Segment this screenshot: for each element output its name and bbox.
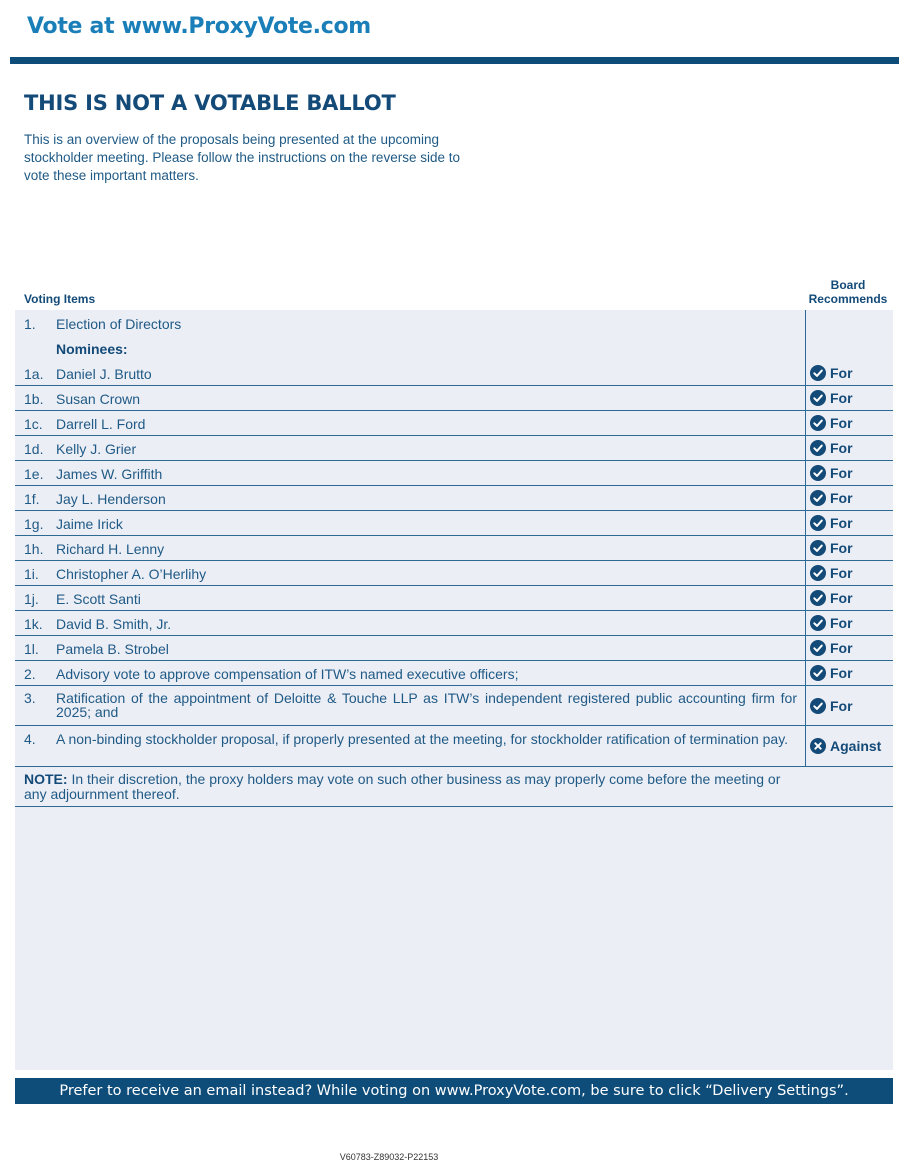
discretion-note	[15, 767, 893, 807]
document-code: V60783-Z89032-P22153	[339, 1152, 439, 1162]
item-text: Advisory vote to approve compensation of ITW’s named executive officers;	[56, 666, 519, 682]
board-recommendation	[805, 461, 893, 485]
table-row	[15, 335, 893, 360]
recommendation-label: For	[830, 565, 853, 581]
recommendation-label: Against	[830, 738, 882, 754]
recommendation-label: For	[830, 465, 853, 481]
item-text: A non-binding stockholder proposal, if properly presented at the meeting, for stockholder ratification of termination pay.	[56, 731, 789, 747]
page-title: THIS IS NOT A VOTABLE BALLOT	[24, 91, 396, 115]
board-recommendation	[805, 511, 893, 535]
x-circle-icon	[810, 738, 826, 754]
item-text: E. Scott Santi	[56, 591, 141, 607]
table-row	[15, 686, 893, 726]
item-text: Christopher A. O’Herlihy	[56, 566, 207, 582]
recommendation-label: For	[830, 490, 853, 506]
item-number: 1.	[24, 316, 36, 332]
table-row	[15, 360, 893, 386]
check-circle-icon	[810, 640, 826, 656]
recommendation-label: For	[830, 615, 853, 631]
check-circle-icon	[810, 515, 826, 531]
item-text: Election of Directors	[56, 316, 182, 332]
item-text: Ratification of the appointment of Deloitte & Touche LLP as ITW’s independent registered public accounting firm for 2025; and	[56, 690, 797, 720]
check-circle-icon	[810, 440, 826, 456]
recommendation-label: For	[830, 590, 853, 606]
item-number: 4.	[24, 731, 36, 747]
item-text: Susan Crown	[56, 391, 141, 407]
board-recommendation	[805, 561, 893, 585]
table-row	[15, 310, 893, 335]
voting-items-table	[15, 310, 893, 807]
item-text: Richard H. Lenny	[56, 541, 165, 557]
item-number	[15, 335, 56, 360]
item-number: 1f.	[24, 491, 40, 507]
note-text: In their discretion, the proxy holders may vote on such other business as may properly come before the meeting or any adjournment thereof.	[24, 771, 781, 802]
item-number: 1a.	[24, 366, 44, 382]
board-recommends-header-line1: Board	[830, 278, 866, 292]
check-circle-icon	[810, 565, 826, 581]
vote-at-proxyvote-header: Vote at www.ProxyVote.com	[27, 14, 371, 39]
recommendation-label: For	[830, 697, 853, 714]
table-row	[15, 486, 893, 511]
table-row	[15, 461, 893, 486]
check-circle-icon	[810, 665, 826, 681]
check-circle-icon	[810, 490, 826, 506]
table-row	[15, 636, 893, 661]
note-label: NOTE:	[24, 771, 68, 787]
item-text: Jay L. Henderson	[56, 491, 166, 507]
board-recommendation	[805, 686, 893, 725]
table-row	[15, 411, 893, 436]
check-circle-icon	[810, 590, 826, 606]
table-row	[15, 726, 893, 767]
item-number: 1e.	[24, 466, 44, 482]
board-recommendation	[805, 536, 893, 560]
item-number: 3.	[24, 690, 36, 706]
board-recommendation	[805, 586, 893, 610]
nominees-label: Nominees:	[56, 341, 128, 357]
item-text: James W. Griffith	[56, 466, 163, 482]
table-row	[15, 586, 893, 611]
recommendation-label: For	[830, 364, 853, 381]
board-recommendation	[805, 636, 893, 660]
board-recommends-header-line2: Recommends	[808, 292, 888, 306]
item-number: 1g.	[24, 516, 44, 532]
recommendation-label: For	[830, 540, 853, 556]
board-recommendation	[805, 486, 893, 510]
item-number: 1b.	[24, 391, 44, 407]
recommendation-label: For	[830, 515, 853, 531]
board-recommends-header	[803, 278, 893, 306]
board-recommendation	[805, 360, 893, 385]
item-text: Jaime Irick	[56, 516, 123, 532]
board-recommendation	[805, 726, 893, 766]
check-circle-icon	[810, 698, 826, 714]
check-circle-icon	[810, 540, 826, 556]
check-circle-icon	[810, 390, 826, 406]
board-recommendation	[805, 411, 893, 435]
check-circle-icon	[810, 465, 826, 481]
item-number: 1h.	[24, 541, 44, 557]
recommendation-label: For	[830, 640, 853, 656]
item-number: 1j.	[24, 591, 39, 607]
board-recommendation	[805, 436, 893, 460]
table-row	[15, 386, 893, 411]
recommendation-label: For	[830, 665, 853, 681]
item-number: 1d.	[24, 441, 44, 457]
board-recommendation	[805, 386, 893, 410]
board-recommendation	[805, 611, 893, 635]
table-row	[15, 561, 893, 586]
item-number: 1c.	[24, 416, 43, 432]
table-row	[15, 536, 893, 561]
check-circle-icon	[810, 415, 826, 431]
voting-items-header: Voting Items	[24, 292, 96, 306]
item-text: Darrell L. Ford	[56, 416, 146, 432]
table-row	[15, 661, 893, 686]
recommendation-label: For	[830, 440, 853, 456]
recommendation-label: For	[830, 390, 853, 406]
board-recommendation	[805, 335, 893, 360]
board-recommendation	[805, 310, 893, 335]
item-number: 1k.	[24, 616, 43, 632]
item-number: 2.	[24, 666, 36, 682]
item-number: 1l.	[24, 641, 39, 657]
header-divider	[10, 57, 899, 64]
table-row	[15, 611, 893, 636]
item-text: Kelly J. Grier	[56, 441, 137, 457]
table-row	[15, 511, 893, 536]
check-circle-icon	[810, 365, 826, 381]
item-text: Pamela B. Strobel	[56, 641, 169, 657]
item-number: 1i.	[24, 566, 39, 582]
email-delivery-banner: Prefer to receive an email instead? While voting on www.ProxyVote.com, be sure to click “Delivery Settings”.	[15, 1078, 893, 1104]
board-recommendation	[805, 661, 893, 685]
recommendation-label: For	[830, 415, 853, 431]
check-circle-icon	[810, 615, 826, 631]
table-row	[15, 436, 893, 461]
intro-paragraph: This is an overview of the proposals being presented at the upcoming stockholder meeting. Please follow the instructions on the reverse side to vote these important matters.	[24, 132, 460, 183]
item-text: David B. Smith, Jr.	[56, 616, 172, 632]
item-text: Daniel J. Brutto	[56, 366, 152, 382]
